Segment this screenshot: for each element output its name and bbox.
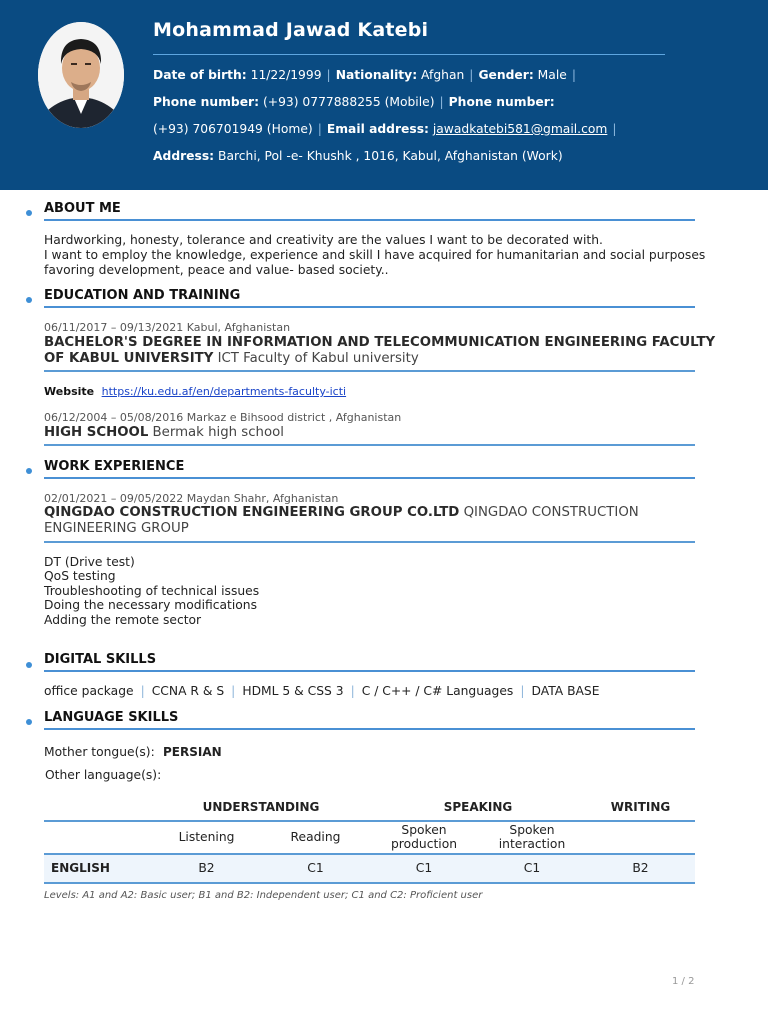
separator: | (326, 68, 331, 82)
separator: | (231, 684, 236, 698)
digital-skills-list (44, 684, 600, 698)
phone-mobile: (+93) 0777888255 (Mobile) (262, 95, 435, 109)
separator: | (612, 122, 617, 136)
separator: | (520, 684, 525, 698)
education-entry-rule (44, 444, 695, 446)
education-meta: 06/11/2017 – 09/13/2021 Kabul, Afghanistan (44, 321, 291, 334)
other-language-label: Other language(s): (45, 768, 162, 782)
work-task: DT (Drive test) (44, 555, 135, 569)
phone-label: Phone number: (153, 95, 260, 109)
subheader-production: production (390, 837, 458, 851)
about-line: favoring development, peace and value- based society.. (44, 263, 389, 277)
header-understanding: UNDERSTANDING (202, 800, 320, 814)
school-name: Bermak high school (152, 425, 284, 440)
degree-organisation: ICT Faculty of Kabul university (217, 351, 419, 366)
language-title: LANGUAGE SKILLS (44, 710, 179, 725)
separator: | (140, 684, 145, 698)
work-title: WORK EXPERIENCE (44, 459, 185, 474)
address-label: Address: (153, 149, 215, 163)
work-entry-rule (44, 541, 695, 543)
about-line: Hardworking, honesty, tolerance and creativity are the values I want to be decorated with. (44, 233, 603, 247)
language-name: ENGLISH (51, 861, 110, 875)
work-task: Adding the remote sector (44, 613, 202, 627)
phone-home: (+93) 706701949 (Home) (153, 122, 313, 136)
gender-value: Male (537, 68, 567, 82)
education-school-line (44, 425, 284, 440)
nationality-value: Afghan (421, 68, 465, 82)
education-entry-rule (44, 370, 695, 372)
separator: | (469, 68, 474, 82)
company-detail: QINGDAO CONSTRUCTION (463, 505, 639, 520)
work-rule (44, 477, 695, 479)
about-rule (44, 219, 695, 221)
degree-title: BACHELOR'S DEGREE IN INFORMATION AND TELECOMMUNICATION ENGINEERING FACULTY (44, 335, 716, 350)
work-company-line-2: ENGINEERING GROUP (44, 521, 189, 536)
degree-institution: OF KABUL UNIVERSITY (44, 351, 214, 366)
company-name: QINGDAO CONSTRUCTION ENGINEERING GROUP CO.LTD (44, 505, 460, 520)
skill-item: HDML 5 & CSS 3 (242, 684, 344, 698)
email-label: Email address: (326, 122, 429, 136)
section-bullet (26, 662, 32, 668)
email-link[interactable]: jawadkatebi581@gmail.com (432, 122, 608, 136)
skill-item: C / C++ / C# Languages (361, 684, 514, 698)
education-website (44, 385, 346, 398)
profile-photo (38, 22, 124, 128)
education-degree-line-1 (44, 335, 715, 350)
dob-label: Date of birth: (153, 68, 247, 82)
work-company-line-1 (44, 505, 639, 520)
about-line: I want to employ the knowledge, experience and skill I have acquired for humanitarian and social purposes (44, 248, 706, 262)
skill-item: office package (44, 684, 134, 698)
header-writing: WRITING (610, 800, 671, 814)
work-task: QoS testing (44, 569, 116, 583)
school-title: HIGH SCHOOL (44, 425, 149, 440)
dob-value: 11/22/1999 (250, 68, 322, 82)
language-rule (44, 728, 695, 730)
personal-info-line-2 (153, 95, 555, 109)
education-degree-line-2 (44, 351, 419, 366)
subheader-spoken: Spoken (401, 823, 447, 837)
nationality-label: Nationality: (335, 68, 418, 82)
subheader-spoken: Spoken (509, 823, 555, 837)
skill-item: DATA BASE (531, 684, 600, 698)
work-task: Doing the necessary modifications (44, 598, 258, 612)
separator: | (350, 684, 355, 698)
mother-tongue-label: Mother tongue(s): (44, 745, 155, 759)
education-rule (44, 306, 695, 308)
name-divider (153, 54, 665, 55)
website-label: Website (44, 385, 95, 398)
table-header-rule (44, 820, 695, 822)
website-link[interactable]: https://ku.edu.af/en/departments-faculty-icti (101, 385, 347, 398)
digital-title: DIGITAL SKILLS (44, 652, 157, 667)
digital-rule (44, 670, 695, 672)
separator: | (317, 122, 322, 136)
gender-label: Gender: (478, 68, 534, 82)
section-bullet (26, 468, 32, 474)
level-writing: B2 (632, 861, 649, 875)
separator: | (571, 68, 576, 82)
section-bullet (26, 297, 32, 303)
address-value: Barchi, Pol -e- Khushk , 1016, Kabul, Afghanistan (Work) (218, 149, 563, 163)
personal-info-line-1 (153, 68, 581, 82)
education-meta: 06/12/2004 – 05/08/2016 Markaz e Bihsood district , Afghanistan (44, 411, 402, 424)
personal-info-line-3 (153, 122, 622, 136)
table-bottom-rule (44, 882, 695, 884)
candidate-name: Mohammad Jawad Katebi (153, 19, 429, 41)
section-bullet (26, 210, 32, 216)
subheader-interaction: interaction (498, 837, 566, 851)
page-number: 1 / 2 (672, 976, 695, 987)
separator: | (439, 95, 444, 109)
subheader-reading: Reading (290, 830, 341, 844)
skill-item: CCNA R & S (151, 684, 225, 698)
header-speaking: SPEAKING (443, 800, 513, 814)
phone-label-2: Phone number: (448, 95, 555, 109)
personal-info-line-4 (153, 149, 563, 163)
mother-tongue-value: PERSIAN (163, 745, 222, 759)
level-reading: C1 (307, 861, 324, 875)
work-task: Troubleshooting of technical issues (44, 584, 260, 598)
subheader-listening: Listening (178, 830, 235, 844)
section-bullet (26, 719, 32, 725)
level-listening: B2 (198, 861, 215, 875)
levels-note: Levels: A1 and A2: Basic user; B1 and B2: Independent user; C1 and C2: Proficient user (44, 890, 483, 901)
education-title: EDUCATION AND TRAINING (44, 288, 241, 303)
level-spoken-interaction: C1 (523, 861, 541, 875)
work-meta: 02/01/2021 – 09/05/2022 Maydan Shahr, Afghanistan (44, 492, 339, 505)
about-title: ABOUT ME (44, 201, 121, 216)
level-spoken-production: C1 (415, 861, 433, 875)
